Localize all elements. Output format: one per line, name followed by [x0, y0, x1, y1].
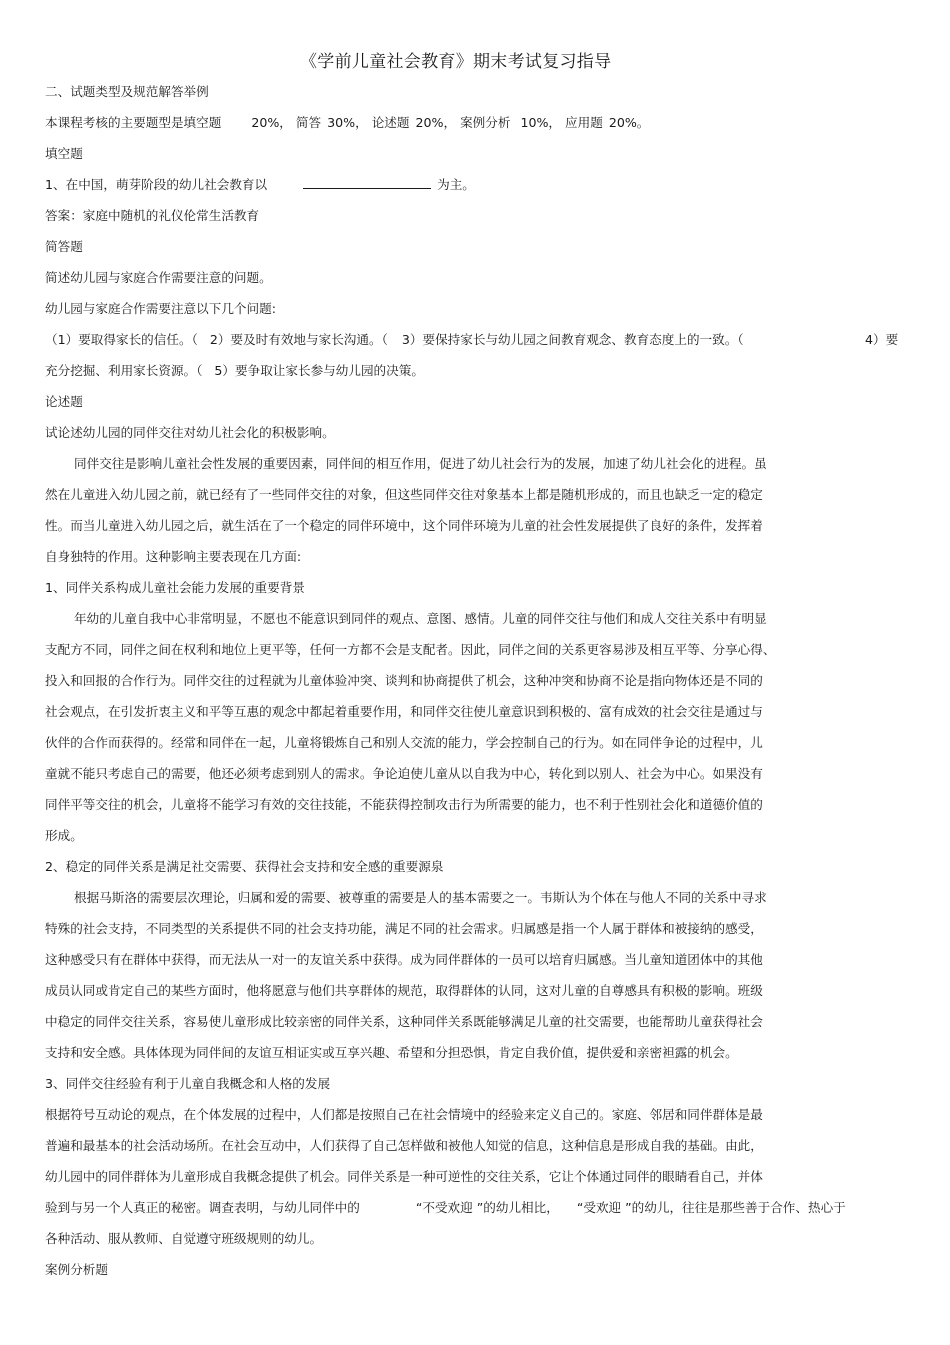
- short-point-5: 5）要争取让家长参与幼儿园的决策。: [214, 363, 424, 378]
- essay-intro-line: 性。而当儿童进入幼儿园之后，就生活在了一个稳定的同伴环境中，这个同伴环境为儿童的社会性发展提供了良好的条件，发挥着: [45, 518, 763, 533]
- essay-para-3-line: 幼儿园中的同伴群体为儿童形成自我概念提供了机会。同伴关系是一种可逆性的交往关系，它让个体通过同伴的眼睛看自己，并体: [45, 1169, 763, 1184]
- essay-para-2-line: 这种感受只有在群体中获得，而无法从一对一的友谊关系中获得。成为同伴群体的一员可以培育归属感。当儿童知道团体中的其他: [45, 952, 763, 967]
- essay-percent: 20%，: [415, 115, 457, 130]
- short-answer-line-2: [45, 363, 424, 379]
- short-point-4: 4）要: [865, 332, 899, 347]
- essay-heading: 论述题: [45, 394, 83, 409]
- essay-para-1-line: 童就不能只考虑自己的需要，他还必须考虑到别人的需求。争论迫使儿童从以自我为中心，转化到以别人、社会为中心。如果没有: [45, 766, 763, 781]
- unpopular-text: “不受欢迎 ”的幼儿相比，: [415, 1200, 559, 1215]
- case-heading: 案例分析题: [45, 1262, 108, 1277]
- types-intro: 本课程考核的主要题型是填空题: [45, 115, 222, 130]
- short-question: 简述幼儿园与家庭合作需要注意的问题。: [45, 270, 272, 285]
- fill-percent: 20%，: [251, 115, 292, 130]
- essay-para-2-line: 中稳定的同伴交往关系，容易使儿童形成比较亲密的同伴关系，这种同伴关系既能够满足儿童的社交需要，也能帮助儿童获得社会: [45, 1014, 763, 1029]
- essay-intro-line: 自身独特的作用。这种影响主要表现在几方面:: [45, 549, 302, 564]
- question-types-line: [45, 115, 649, 131]
- section-heading: 二、试题类型及规范解答举例: [45, 84, 209, 99]
- essay-subheading-3: 3、同伴交往经验有利于儿童自我概念和人格的发展: [45, 1076, 331, 1091]
- essay-para-1-line: 年幼的儿童自我中心非常明显，不愿也不能意识到同伴的观点、意图、感情。儿童的同伴交往与他们和成人交往关系中有明显: [74, 611, 767, 626]
- fill-heading: 填空题: [45, 146, 83, 161]
- short-point-1: （1）要取得家长的信任。（: [45, 332, 198, 347]
- case-label: 案例分析: [460, 115, 511, 130]
- essay-para-1-line: 伙伴的合作而获得的。经常和同伴在一起，儿童将锻炼自己和别人交流的能力，学会控制自己的行为。如在同伴争论的过程中，儿: [45, 735, 763, 750]
- short-percent: 30%，: [327, 115, 368, 130]
- essay-para-2-line: 支持和安全感。具体体现为同伴间的友谊互相证实或互享兴趣、希望和分担恐惧，肯定自我价值，提供爱和亲密袒露的机会。: [45, 1045, 738, 1060]
- essay-para-3-line: [45, 1200, 846, 1216]
- essay-para-2-line: 根据马斯洛的需要层次理论，归属和爱的需要、被尊重的需要是人的基本需要之一。韦斯认为个体在与他人不同的关系中寻求: [74, 890, 767, 905]
- app-percent: 20%。: [608, 115, 650, 130]
- essay-intro-line: 然在儿童进入幼儿园之前，就已经有了一些同伴交往的对象，但这些同伴交往对象基本上都是随机形成的，而且也缺乏一定的稳定: [45, 487, 763, 502]
- fill-question-suffix: 为主。: [437, 177, 475, 192]
- short-answer-line-1: [45, 332, 744, 348]
- essay-subheading-2: 2、稳定的同伴关系是满足社交需要、获得社会支持和安全感的重要源泉: [45, 859, 444, 874]
- short-point-4-cont: 充分挖掘、利用家长资源。（: [45, 363, 203, 378]
- essay-para-2-line: 成员认同或肯定自己的某些方面时，他将愿意与他们共享群体的规范，取得群体的认同，这对儿童的自尊感具有积极的影响。班级: [45, 983, 763, 998]
- short-point-3: 3）要保持家长与幼儿园之间教育观念、教育态度上的一致。（: [401, 332, 744, 347]
- essay-para-1-line: 同伴平等交往的机会，儿童将不能学习有效的交往技能，不能获得控制攻击行为所需要的能力，也不利于性别社会化和道德价值的: [45, 797, 763, 812]
- essay-intro-line: 同伴交往是影响儿童社会性发展的重要因素，同伴间的相互作用，促进了幼儿社会行为的发展，加速了幼儿社会化的进程。虽: [74, 456, 767, 471]
- essay-para-3-line: 各种活动、服从教师、自觉遵守班级规则的幼儿。: [45, 1231, 323, 1246]
- case-percent: 10%，: [520, 115, 562, 130]
- essay-para-3-line: 普遍和最基本的社会活动场所。在社会互动中，人们获得了自己怎样做和被他人知觉的信息，这种信息是形成自我的基础。由此，: [45, 1138, 763, 1153]
- short-label: 简答: [295, 115, 322, 130]
- essay-label: 论述题: [371, 115, 410, 130]
- short-lead: 幼儿园与家庭合作需要注意以下几个问题:: [45, 301, 276, 316]
- essay-para-1-line: 社会观点，在引发折衷主义和平等互惠的观念中都起着重要作用，和同伴交往使儿童意识到积极的、富有成效的社会交往是通过与: [45, 704, 763, 719]
- essay-para-3-line: 根据符号互动论的观点，在个体发展的过程中，人们都是按照自己在社会情境中的经验来定义自己的。家庭、邻居和同伴群体是最: [45, 1107, 763, 1122]
- essay-para-1-line: 投入和回报的合作行为。同伴交往的过程就为儿童体验冲突、谈判和协商提供了机会，这种冲突和协商不论是指向物体还是不同的: [45, 673, 763, 688]
- essay-subheading-1: 1、同伴关系构成儿童社会能力发展的重要背景: [45, 580, 305, 595]
- essay-para-1-line: 形成。: [45, 828, 83, 843]
- essay-para-2-line: 特殊的社会支持，不同类型的关系提供不同的社会支持功能，满足不同的社会需求。归属感是指一个人属于群体和被接纳的感受，: [45, 921, 763, 936]
- short-point-2: 2）要及时有效地与家长沟通。（: [209, 332, 388, 347]
- essay-para-1-line: 支配方不同，同伴之间在权利和地位上更平等，任何一方都不会是支配者。因此，同伴之间的关系更容易涉及相互平等、分享心得、: [45, 642, 776, 657]
- answer-blank: [303, 177, 431, 189]
- short-heading: 简答题: [45, 239, 83, 254]
- app-label: 应用题: [565, 115, 603, 130]
- popular-text: “受欢迎 ”的幼儿，往往是那些善于合作、热心于: [576, 1200, 846, 1215]
- fill-answer: 答案：家庭中随机的礼仪伦常生活教育: [45, 208, 260, 223]
- fill-question: [45, 177, 475, 193]
- essay-question: 试论述幼儿园的同伴交往对幼儿社会化的积极影响。: [45, 425, 335, 440]
- page-title: 《学前儿童社会教育》期末考试复习指导: [300, 52, 612, 72]
- survey-text: 验到与另一个人真正的秘密。调查表明，与幼儿同伴中的: [45, 1200, 360, 1215]
- fill-question-text: 1、在中国，萌芽阶段的幼儿社会教育以: [45, 177, 268, 192]
